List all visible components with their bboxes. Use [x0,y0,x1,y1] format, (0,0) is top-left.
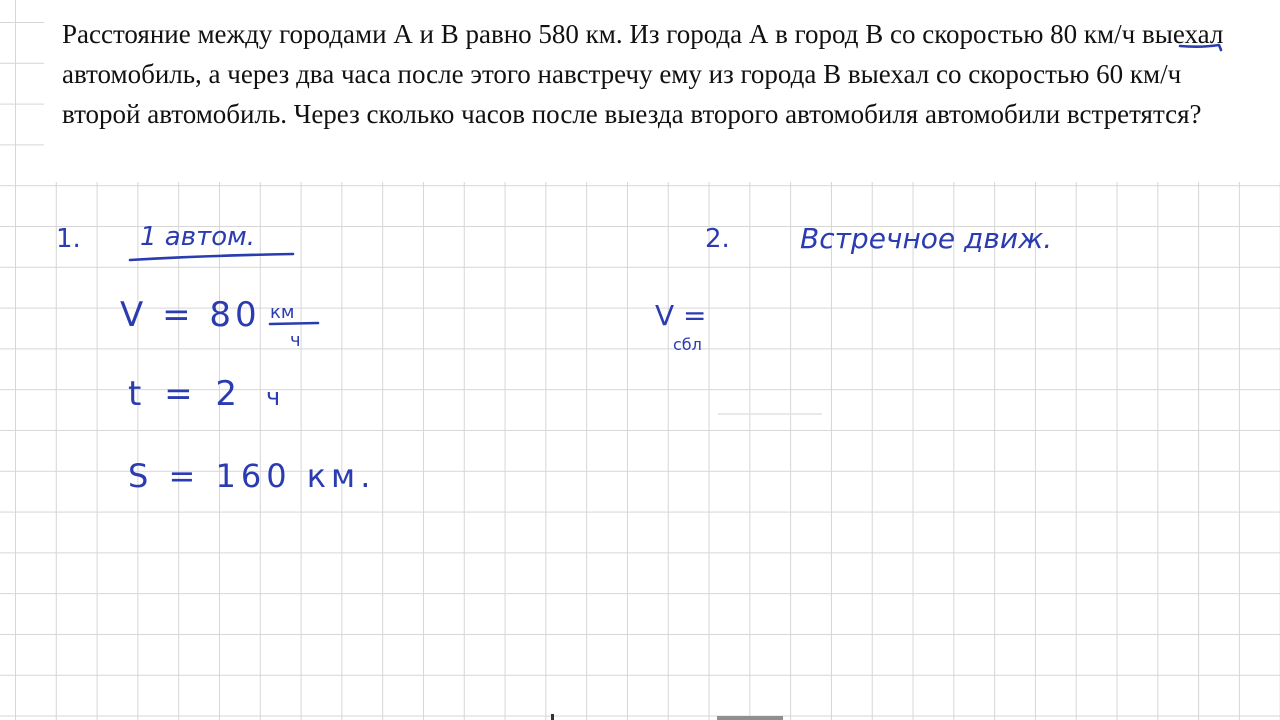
step2-speed: V = [655,299,707,332]
step2-speed-subscript: сбл [673,335,702,354]
scroll-indicator[interactable] [717,716,783,720]
step1-heading-underline [130,254,293,260]
step1-time: t = 2 [128,374,244,414]
problem-text-start: Расстояние между городами А и В равно 580 км. Из города А в город В со скоростью [62,19,1051,49]
step1-speed-unit-top: км [270,302,295,323]
step1-distance: S = 160 км. [128,457,376,495]
speed-underline [1180,45,1221,50]
step2-heading: Встречное движ. [800,222,1053,255]
step1-speed: V = 80 [120,295,261,335]
step1-time-unit: ч [266,383,281,411]
problem-text-end: км/ч выехал автомобиль, а через два часа после этого навстречу ему из города В выехал со скоростью 60 км/ч второй автомобиль. Через сколько часов после выезда второго автомобиля автомобили встретятся? [62,19,1224,129]
step1-speed-unit-bottom: ч [290,330,301,351]
underlined-speed: 80 [1050,19,1078,49]
step1-fraction-bar [270,323,318,324]
step1-number: 1. [56,224,81,254]
step2-number: 2. [705,224,730,254]
cursor-mark [551,714,554,720]
step1-heading: 1 автом. [140,222,255,252]
